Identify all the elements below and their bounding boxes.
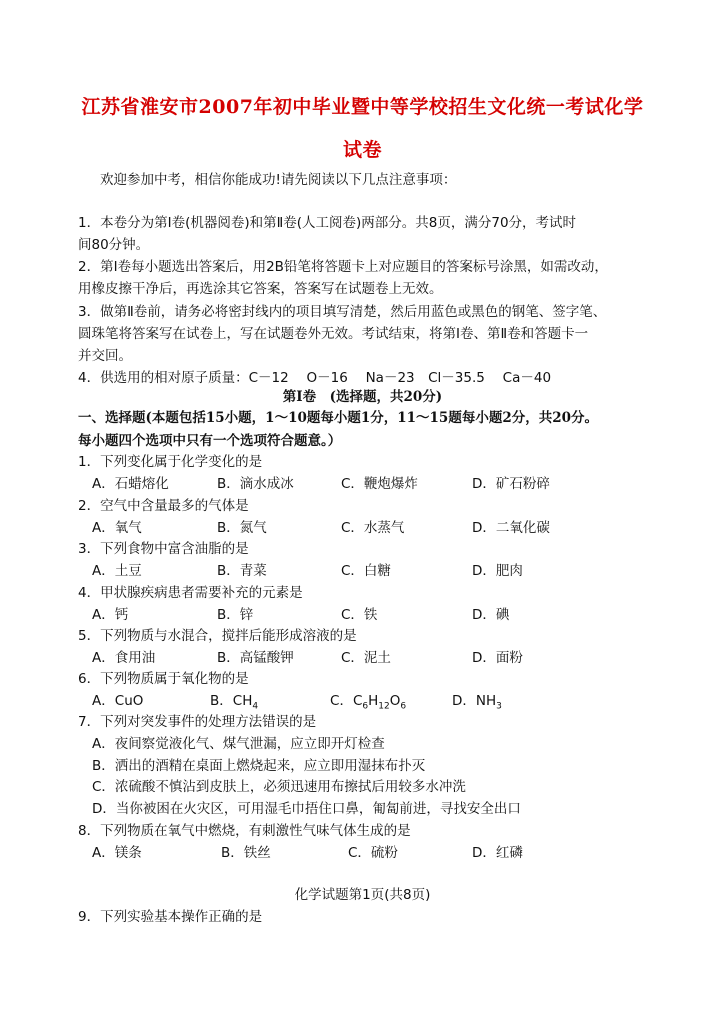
option-b: B．高锰酸钾 <box>217 650 294 666</box>
option-d: D．肥肉 <box>472 563 523 579</box>
note-line: 用橡皮擦干净后，再选涂其它答案，答案写在试题卷上无效。 <box>78 281 443 297</box>
note-line: 间80分钟。 <box>78 237 150 253</box>
option-a: A．CuO <box>92 693 144 709</box>
option-b: B．滴水成冰 <box>217 476 294 492</box>
question-stem: 4．甲状腺疾病患者需要补充的元素是 <box>78 585 303 601</box>
question-stem: 7．下列对突发事件的处理方法错误的是 <box>78 714 317 730</box>
option-c: C．水蒸气 <box>341 520 405 536</box>
option-c: C．泥土 <box>341 650 391 666</box>
exam-title-line1: 江苏省淮安市2007年初中毕业暨中等学校招生文化统一考试化学 <box>81 96 644 118</box>
option-d: D．面粉 <box>472 650 523 666</box>
option-d: D．当你被困在火灾区，可用湿毛巾捂住口鼻，匍匐前进，寻找安全出口 <box>92 801 521 817</box>
page-footer: 化学试题第1页(共8页) <box>294 887 431 903</box>
question-stem: 8．下列物质在氧气中燃烧，有刺激性气味气体生成的是 <box>78 823 411 839</box>
note-line: 1．本卷分为第Ⅰ卷(机器阅卷)和第Ⅱ卷(人工阅卷)两部分。共8页，满分70分，考试时 <box>78 215 577 231</box>
option-c: C．浓硫酸不慎沾到皮肤上，必须迅速用布擦拭后用较多水冲洗 <box>92 779 466 795</box>
option-b: B．青菜 <box>217 563 267 579</box>
note-line: 并交回。 <box>78 348 132 364</box>
option-a: A．石蜡熔化 <box>92 476 169 492</box>
option-b: B．洒出的酒精在桌面上燃烧起来，应立即用湿抹布扑灭 <box>92 758 426 774</box>
question-stem: 1．下列变化属于化学变化的是 <box>78 454 263 470</box>
note-line: 3．做第Ⅱ卷前，请务必将密封线内的项目填写清楚，然后用蓝色或黑色的钢笔、签字笔、 <box>78 304 607 320</box>
option-a: A．氧气 <box>92 520 142 536</box>
note-line: 4．供选用的相对原子质量：C－12 O－16 Na－23 Cl－35.5 Ca－40 <box>78 370 552 386</box>
intro-text: 欢迎参加中考，相信你能成功!请先阅读以下几点注意事项： <box>100 172 457 188</box>
part-heading: 每小题四个选项中只有一个选项符合题意。） <box>78 433 342 449</box>
option-a: A．夜间察觉液化气、煤气泄漏，应立即开灯检查 <box>92 736 385 752</box>
question-stem: 9．下列实验基本操作正确的是 <box>78 909 263 925</box>
option-b: B．$CH_4$ <box>210 693 259 712</box>
question-stem: 5．下列物质与水混合，搅拌后能形成溶液的是 <box>78 628 357 644</box>
option-a: A．镁条 <box>92 845 142 861</box>
question-stem: 2．空气中含量最多的气体是 <box>78 498 249 514</box>
note-line: 圆珠笔将答案写在试卷上，写在试题卷外无效。考试结束，将第Ⅰ卷、第Ⅱ卷和答题卡一 <box>78 326 589 342</box>
option-c: C．白糖 <box>341 563 391 579</box>
note-line: 2．第Ⅰ卷每小题选出答案后，用2B铅笔将答题卡上对应题目的答案标号涂黑，如需改动， <box>78 259 608 275</box>
option-d: D．碘 <box>472 607 510 623</box>
question-stem: 6．下列物质属于氧化物的是 <box>78 671 249 687</box>
option-b: B．锌 <box>217 607 254 623</box>
option-c: C．鞭炮爆炸 <box>341 476 418 492</box>
option-d: D．二氧化碳 <box>472 520 550 536</box>
option-b: B．铁丝 <box>221 845 271 861</box>
option-d: D．$NH_3$ <box>452 693 502 712</box>
question-stem: 3．下列食物中富含油脂的是 <box>78 541 249 557</box>
option-d: D．矿石粉碎 <box>472 476 550 492</box>
option-a: A．钙 <box>92 607 129 623</box>
option-a: A．土豆 <box>92 563 142 579</box>
option-a: A．食用油 <box>92 650 156 666</box>
section-header: 第Ⅰ卷 (选择题，共20分) <box>282 389 443 405</box>
option-c: C．硫粉 <box>348 845 398 861</box>
option-c: C．铁 <box>341 607 378 623</box>
option-c: C．$C_6H_{12}O_6$ <box>330 693 407 712</box>
option-b: B．氮气 <box>217 520 267 536</box>
exam-title-line2: 试卷 <box>342 139 382 161</box>
option-d: D．红磷 <box>472 845 523 861</box>
part-heading: 一、选择题(本题包括15小题，1～10题每小题1分，11～15题每小题2分，共20分。 <box>78 410 598 426</box>
